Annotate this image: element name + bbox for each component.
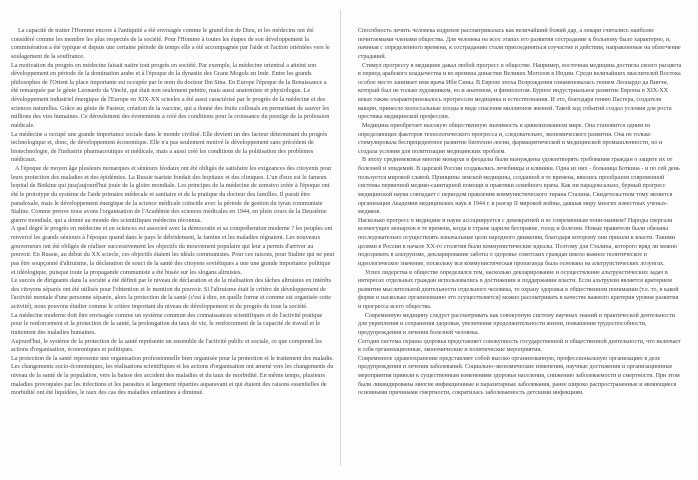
paragraph: Успех лидерства в обществе определялся тем, насколько декларирование и осуществление альтруистических задач в интересах отдельных граждан использовались в достижении и поддержании власти. Если альтруизм является критерием развития мыслительной деятельности отдельного человека, то охрану здоровья в общественном понимании (т.е. то, в какой форме и насколько организованно это осуществляется) можно рассматривать в качестве важного критерия уровня развития и прогресса всего общества.: [358, 269, 679, 310]
paragraph: La médecine moderne doit être envisagée comme un système commun des connaissances scientifiques et de l'activité pratique pour le renforcement et la protection de la santé, la prolongation du taux de vie, le renforcement de la capacité de travail et le traitement des maladies humaines.: [11, 311, 323, 336]
paragraph: Насколько прогресс в медицине и науке ассоциируется с демократией и ее современным пони-манием? Народы свергали всемогущих монархов в те времена, когда в стране царили бесправие, голод и болезни. Новые правители были обязаны последовательно осуществлять изначальные цели народного движения, благодаря которому они пришли к власти. Такими целями в России в начале XX-го столетия были коммунистические идеалы. Поэтому для Сталина, которого вряд ли можно подозревать в альтруизме, декларирование заботы о здоровье советских граждан имело важное политическое и идеологическое значение, поскольку вся коммунистическая пропаганда была основана на альтруистических лозунгах.: [358, 217, 678, 267]
paragraph: La médecine a occupé une grande importance sociale dans le monde civilisé. Elle devient un des facteur déterminant du progrès technologique et, donc, de développement économique. Elle n'a pas seulement motivé le développement sans précédent de biotechnologie, de l'industrie pharmaceutique et médicale, mais a aussi créé les conditions de la politisation des problèmes médicaux.: [11, 130, 328, 164]
paragraph: A l'époque de moyen âge plusieurs monarques et séniours féodaux ont été obligés de satisfaire les exigeances des citoyents pour leurs protection des maladies et des épidémies. La Russie tsariste fondait des hopitaux et des cliniques. L'un d'eux est le fameux hopital de Botkine qui jusq'aujourd'hui jouie de la gloire mondiale. Les principes de la médecine de zemstvo créée à l'époque ont été le prototype du système de l'aide primaire médecale et sanitaire et de la pratique du docteur des familles. Il parait être paradoxale, mais le développement énergique de la science médicale coïncide avec la période de gestion du tyran communiste Staline. Comme preuve nous avons l'organisation de l'Académie des sciences médicales en 1944, en plein cours de la Deusième guerre mondiale, qui a donné au monde des scientifiques médecins réconnus.: [11, 165, 332, 224]
paragraph: Способность лечить человека издревле рассматривалась как величайший божий дар, а лекари считались наиболее почитаемыми членами общества. Для человека на всех этапах его развития сострадание к больному было характерно, и, начиная с определенного времени, к состраданию стали присоединяться соучастие и действия, направленные на облегчение страданий.: [358, 28, 681, 60]
paragraph: Медицина приобретает высокую общественную значимость в цивилизованном мире. Она становится одним из определяющих факторов технологического прогресса и, следовательно, экономического развития. Она не только стимулировала беспрецедентное развитие биотехно-логии, фармацевтической и медицинской промышленности, но и создала условия для политизации медицинских проблем.: [358, 122, 663, 155]
paragraph: Aujourd'hui, le système de la protection de la santé représente un ensemble de l'activité public et sociale, ce que comprend les actions d'organisation, économiques et politiques.: [11, 337, 322, 354]
right-column-russian: [341, 0, 698, 480]
paragraph: В эпоху средневековья многие монархи и феодалы были вынуждены удовлетворять требования граждан о защите их от болезней и эпидемий. В царской России создавались лечебницы и клиники. Одна из них - больница Боткина - и по сей день пользуется мировой славой. Принципы земской медицины, созданной в те времена, явились прообразом современной системы первичной медико-санитарной помощи и практики семейного врача. Как ни парадоксально, бурный прогресс медицинской науки совпадает с периодом правления коммунистического тирана Сталина. Свидетельством тому является организация Академии медицинских наук в 1944 г. в разгар II мировой войны, давшая миру многих известных ученых-медиков.: [358, 157, 680, 216]
paragraph: Современную медицину следует рассматривать как совокупную систему научных знаний и практической деятельности для укрепления и сохранения здоровья, увеличения продолжительности жизни, повышения трудоспособности, предупреждения и лечения болезней человека.: [358, 312, 675, 336]
paragraph: La motivation du progrès en médecine faisait naitre tout progrès en société. Par exemple, la médecine orientral a atteint son développement en période de la domination arabe et à l'époque de la dynastie des Grans Mogols en Inde. Entre les grands philosophes de l'Orient la place importante est occupée par le nom du docteur Ibn Sina. En Europe l'époque de la Renaissance a été remarquée par le génie Leonardo da Vinchi, qui était non seulement peintre, mais aussi anatomiste et physiologue. Le développement industriel énergique de l'Europe en XIX-XX scieeles a été aussi caractérisé par le progrès de la médecine et des sciences naturelles. Grâce au génie de Pasteur, création de la vaccine, qui a donné des fruits collosals en permettant de sauver les millions des vies humaines. Ce déroulement des évenements a créé des conditions pour la croissance du prestige de la profession médicale.: [11, 61, 330, 129]
paragraph: Стимул прогрессу в медицине давал любой прогресс в обществе. Например, восточная медицина достигла своего расцвета в период арабского владычества и во времена династии Великих Моголов в Индии. Среди величайших мыслителей Востока особое место занимает имя врача Ибн Сины. В Европе эпоха Возрождения ознаменовалась гением Леонардо да Винчи, который был не только художником, но и анатомом, и физиологом. Бурное индустриальное развитие Европы в XIX-XX веках также охарактеризовалось прогрессом медицины и естествознания. И это, благодаря гению Пастера, создателя вакцин, принесло колоссальные плоды в виде спасения миллионов жизней. Такой ход событий создал условия для роста престижа медицинской профессии.: [358, 62, 682, 121]
paragraph: La protection de la santé represente une organisation professionnelle bien organisée pour la protection et le traitement des maladie. Les changements socio-économiques, les réalisations scientifiques et les actions d'organisation ont amené vers les changements du niveau de la santé de la population, vers la baisse des accident des maladies et du taux de morbidité. En même temps, plusieurs maladies provoquées par les infections et les parasites si largement réparties auparavant et qui étaient des raisons essentielles de morbidité ont été liquidées, le taux des cas des maladies enfantines a diminué.: [11, 354, 334, 397]
paragraph: Современное здравоохранение представляет собой высоко организованную, профессиональную организацию в деле предупреждения и лечения заболеваний. Социально-экономические изменения, научные достижения и организационные мероприятия привели к существенным изменениям здоровья населения, снижению заболеваемости и смертности. При этом были ликвидированы многие инфекционные и паразитарные заболевания, ранее широко распространенные и являющиеся основными причинами смертности, сократилась заболеваемость детскими инфекциям.: [358, 355, 680, 397]
paragraph: Le succés de dirigeants dans la société a été définit par le niveau de déclaration et de la réalisation des tâches altruistes en intérêts des citoyens séparés ont été utilisés pour l'obtention et le mention du pouvoir. Si l'altruisme était le critère de développement de l'activité mentale d'une personne séparée, alors la protection de la santé (c'est à dire, en quelle forme et comme est organisée cette activité), nous pouvons étudier comme le critère important du niveau de développement et du progrès de toue la société.: [11, 277, 331, 310]
paragraph: La capacité de traiter l'Homme encore à l'antiquité a été envisagée comme le grand don de Dieu, et les médecins ont été considéré comme les membre les plus respectés de la société. Pour l'Homme à toutes les étapes de son développement la commisération a été typique et depuis une certaine période de temps elle a été accompagnée par l'aide et l'action oriéntées vers le soulagement de la souffrance.: [11, 27, 330, 60]
left-column-french: [0, 0, 341, 480]
column-divider: [340, 10, 341, 466]
paragraph: A quel dégré le progrès en médecine et en sciences est associeé avec la démocratie et sa compréhention moderne ? les peuples ont renvercé les grands séniours à l'époque quand dans le pays le débridement, la famine et les maladies régnaient. Les nouveaux gouverneurs ont été obligés de réaliser successivement les objectifs du mouvement populaire qui leur a permis d'arriver au pouvoir. En Russie, au début du XX sciecle, ces objectifs étaient les idéals communistes. Pour ces raisons, pour Staline qui ne peut pas être soupçonné d'altruisme, la déclaration de souci de la santé des citoyens soviétiques a une une grande importance politique et idéologique, puisque toute la propagande communiste a été busée sur les slogans altruistes.: [11, 225, 335, 276]
paragraph: Сегодня система охраны здоровья представляет совокупность государственной и общественной деятельности, что включает в себя организационные, экономические и политические мероприятия.: [358, 338, 681, 354]
